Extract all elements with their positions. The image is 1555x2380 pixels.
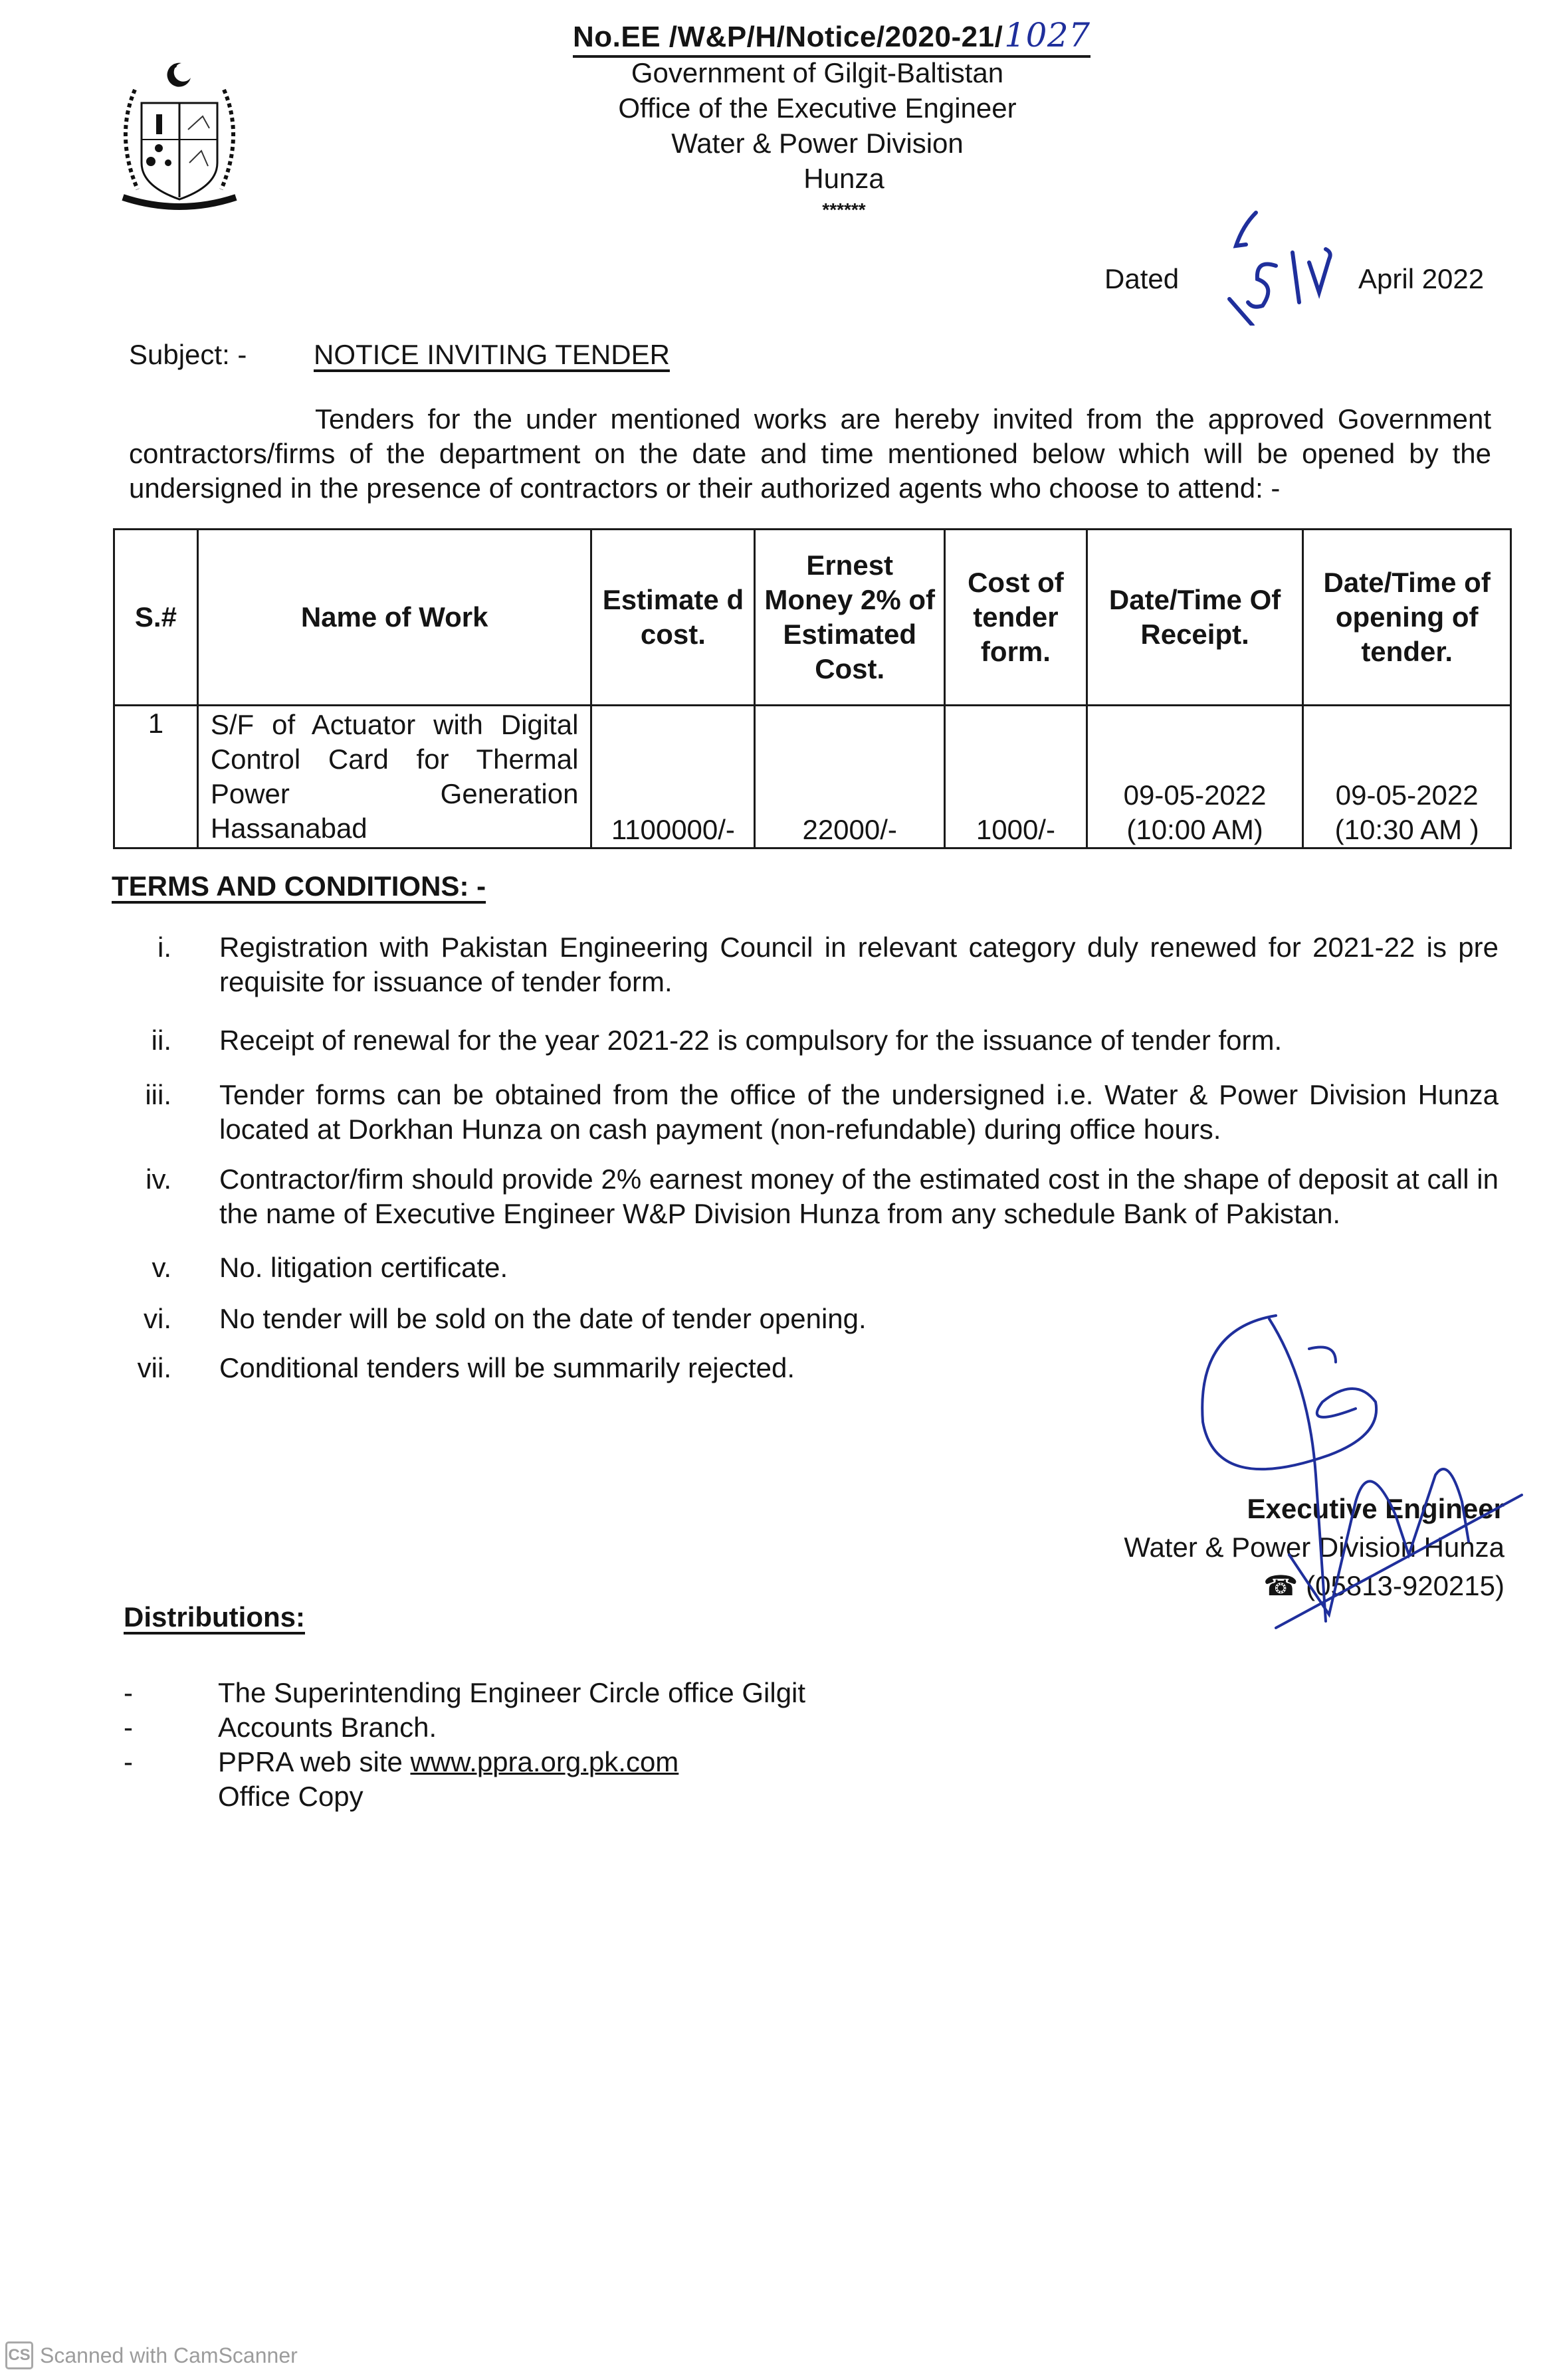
signatory-phone: (05813-920215) [1306, 1570, 1504, 1601]
ppra-website-link[interactable]: www.ppra.org.pk.com [410, 1746, 679, 1777]
term-number: i. [157, 932, 171, 963]
opening-time: (10:30 AM ) [1334, 814, 1479, 845]
subject-label: Subject: - [129, 339, 247, 370]
cell-sno: 1 [114, 706, 198, 848]
tender-table [113, 528, 1512, 849]
cell-earnest-money: 22000/- [755, 706, 945, 848]
table-row [114, 706, 1511, 848]
col-header-tender-form-cost: Cost of tender form. [945, 530, 1087, 706]
col-header-name-of-work: Name of Work [197, 530, 591, 706]
table-header-row [114, 530, 1511, 706]
work-description: S/F of Actuator with Digital Control Card for Thermal Power Generation Hassanabad [210, 709, 579, 844]
camscanner-logo-icon: CS [5, 2341, 33, 2369]
telephone-icon: ☎ [1263, 1570, 1298, 1601]
cell-opening [1303, 706, 1511, 848]
term-text: Contractor/firm should provide 2% earnest money of the estimated cost in the shape of deposit at call in the name of Executive Engineer W&P Division Hunza from any schedule Bank of Pakistan. [219, 1163, 1499, 1229]
col-header-receipt: Date/Time Of Receipt. [1087, 530, 1303, 706]
cell-name-of-work [197, 706, 591, 848]
term-number: ii. [151, 1025, 171, 1056]
cell-receipt [1087, 706, 1303, 848]
signatory-office: Water & Power Division Hunza [1124, 1532, 1504, 1563]
header-office: Office of the Executive Engineer [618, 92, 1017, 124]
header-location: Hunza [803, 163, 884, 194]
term-number: v. [152, 1252, 171, 1283]
term-number: iii. [145, 1079, 171, 1110]
intro-paragraph: Tenders for the under mentioned works are hereby invited from the approved Government contractors/firms of the department on the date and time mentioned below which will be opened by the undersigned in the presence of contractors or their authorized agents who choose to attend: - [129, 403, 1491, 504]
term-number: vi. [144, 1303, 171, 1334]
term-text: No. litigation certificate. [219, 1252, 508, 1283]
distributions-title: Distributions: [124, 1601, 305, 1633]
reference-printed: No.EE /W&P/H/Notice/2020-21/ [573, 21, 1003, 53]
cell-tender-form-cost: 1000/- [945, 706, 1087, 848]
col-header-estimated-cost: Estimate d cost. [591, 530, 755, 706]
handwritten-date [1216, 193, 1362, 326]
col-header-earnest-money: Ernest Money 2% of Estimated Cost. [755, 530, 945, 706]
terms-title: TERMS AND CONDITIONS: - [112, 870, 486, 902]
subject-title: NOTICE INVITING TENDER [314, 339, 670, 370]
term-number: vii. [137, 1352, 171, 1383]
date-label: Dated [1104, 263, 1180, 294]
cell-estimated-cost: 1100000/- [591, 706, 755, 848]
header-government: Government of Gilgit-Baltistan [631, 57, 1004, 88]
opening-date: 09-05-2022 [1335, 779, 1479, 811]
term-text: Registration with Pakistan Engineering Council in relevant category duly renewed for 2021-22 is pre requisite for issuance of tender form. [219, 932, 1499, 997]
signature [1156, 1302, 1528, 1635]
term-number: iv. [146, 1163, 171, 1195]
term-text: Tender forms can be obtained from the office of the undersigned i.e. Water & Power Division Hunza located at Dorkhan Hunza on cash payment (non-refundable) during office hours. [219, 1079, 1499, 1145]
header-division: Water & Power Division [671, 128, 964, 159]
receipt-time: (10:00 AM) [1126, 814, 1263, 845]
term-text: Receipt of renewal for the year 2021-22 is compulsory for the issuance of tender form. [219, 1025, 1283, 1056]
reference-handwritten: 1027 [1004, 16, 1090, 54]
date-month-year: April 2022 [1358, 263, 1485, 294]
reference-number [573, 16, 1090, 58]
receipt-date: 09-05-2022 [1123, 779, 1267, 811]
signatory-title: Executive Engineer [1247, 1493, 1504, 1524]
watermark-text: Scanned with CamScanner [40, 2343, 298, 2367]
col-header-sno: S.# [114, 530, 198, 706]
header-ornament: ****** [822, 199, 866, 220]
camscanner-watermark [5, 2341, 298, 2369]
term-text: Conditional tenders will be summarily rejected. [219, 1352, 795, 1383]
term-text: No tender will be sold on the date of tender opening. [219, 1303, 867, 1334]
col-header-opening: Date/Time of opening of tender. [1303, 530, 1511, 706]
